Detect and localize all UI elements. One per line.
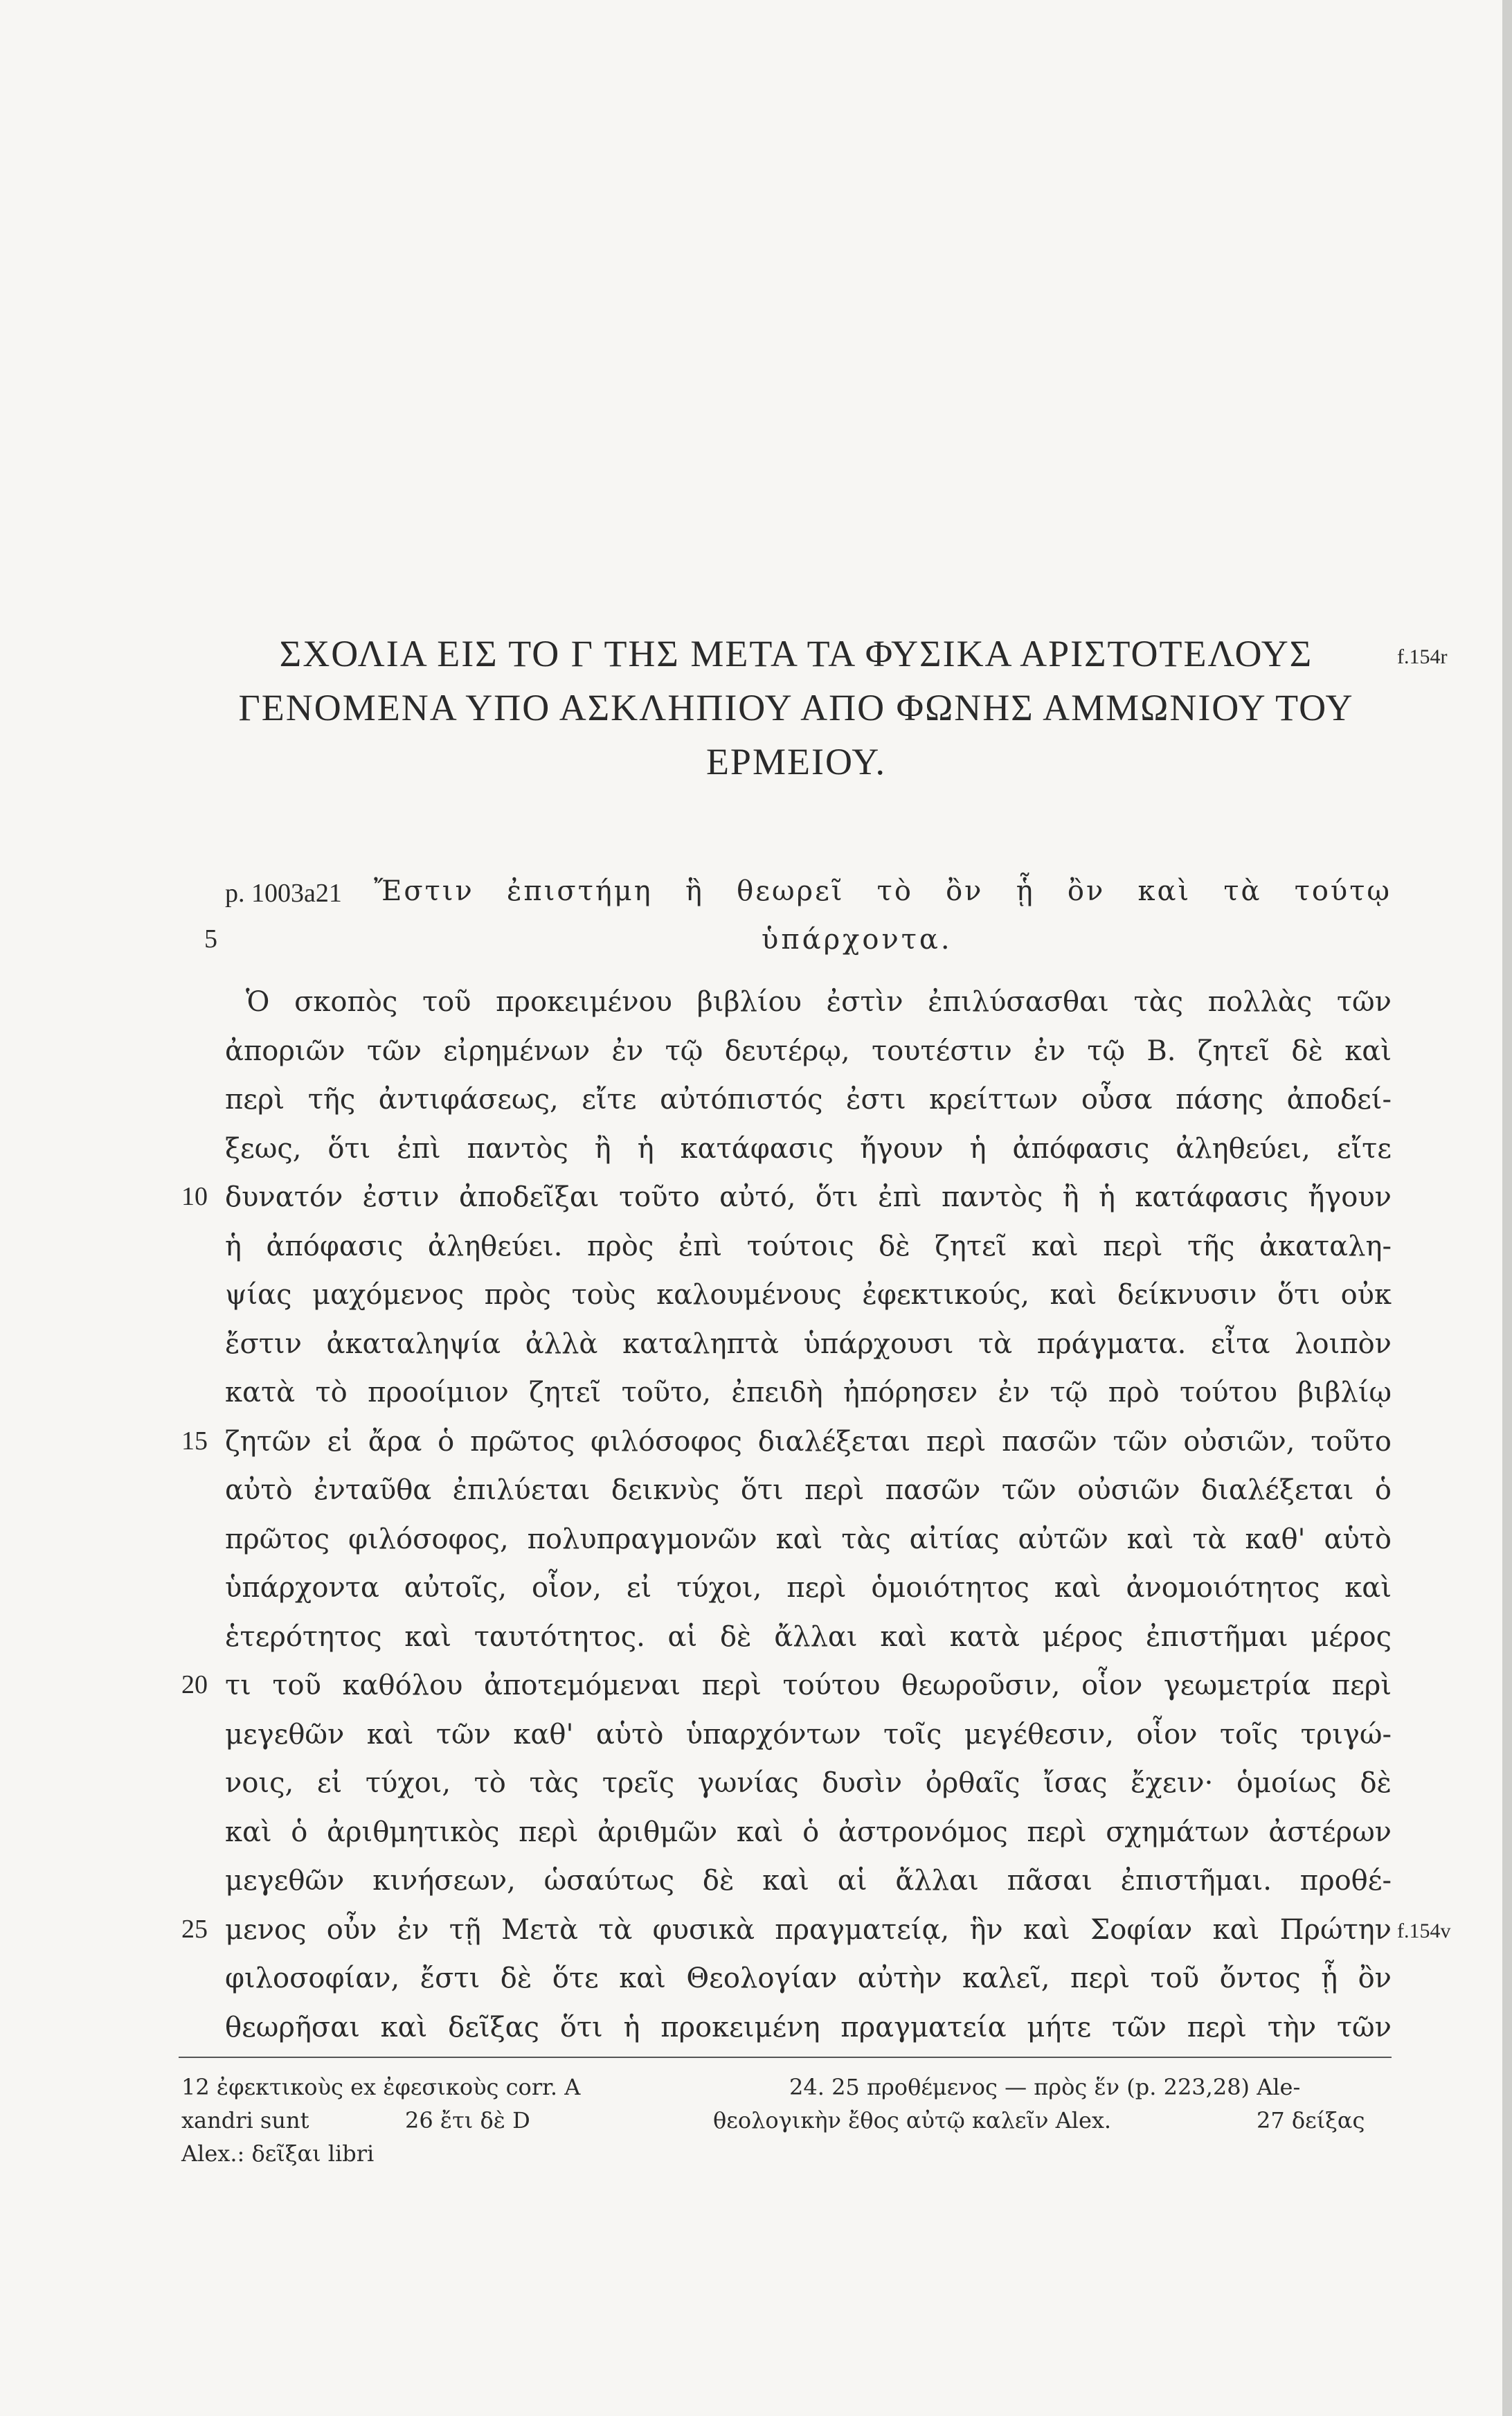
title-line-1: ΣΧΟΛΙΑ ΕΙΣ ΤΟ Γ ΤΗΣ ΜΕΤΑ ΤΑ ΦΥΣΙΚΑ ΑΡΙΣΤΟΤΕΛΟΥΣ [279, 633, 1313, 674]
body-line: θεωρῆσαι καὶ δεῖξας ὅτι ἡ προκειμένη πραγματεία μήτε τῶν περὶ τὴν τῶν [225, 2011, 1392, 2043]
body-line: ὑπάρχοντα αὐτοῖς, οἷον, εἰ τύχοι, περὶ ὁμοιότητος καὶ ἀνομοιότητος καὶ [225, 1572, 1392, 1604]
footnote-2-right: θεολογικὴν ἔθος αὐτῷ καλεῖν Alex. [713, 2107, 1112, 2133]
footnote-2-mid: 26 ἔτι δὲ D [405, 2107, 530, 2133]
body-line: ἀποριῶν τῶν εἰρημένων ἐν τῷ δευτέρῳ, τουτέστιν ἐν τῷ B. ζητεῖ δὲ καὶ [225, 1035, 1392, 1067]
footnote-1-left: 12 ἐφεκτικοὺς ex ἐφεσικοὺς corr. A [181, 2074, 581, 2100]
body-line: περὶ τῆς ἀντιφάσεως, εἴτε αὐτόπιστός ἐστι κρείττων οὖσα πάσης ἀποδεί- [225, 1084, 1392, 1116]
body-line: μεγεθῶν καὶ τῶν καθ' αὑτὸ ὑπαρχόντων τοῖς μεγέθεσιν, οἷον τοῖς τριγώ- [225, 1718, 1392, 1751]
body-line: φιλοσοφίαν, ἔστι δὲ ὅτε καὶ Θεολογίαν αὐτὴν καλεῖ, περὶ τοῦ ὄντος ᾗ ὂν [225, 1962, 1392, 1994]
line-number: 5 [204, 924, 217, 954]
body-line: αὐτὸ ἐνταῦθα ἐπιλύεται δεικνὺς ὅτι περὶ πασῶν τῶν οὐσιῶν διαλέξεται ὁ [225, 1474, 1392, 1506]
body-line: κατὰ τὸ προοίμιον ζητεῖ τοῦτο, ἐπειδὴ ἠπόρησεν ἐν τῷ πρὸ τούτου βιβλίῳ [225, 1377, 1392, 1408]
body-line: τι τοῦ καθόλου ἀποτεμόμεναι περὶ τούτου θεωροῦσιν, οἷον γεωμετρία περὶ [225, 1670, 1392, 1701]
lemma-continuation: ὑπάρχοντα. [762, 924, 953, 956]
body-line: ξεως, ὅτι ἐπὶ παντὸς ἢ ἡ κατάφασις ἤγουν ἡ ἀπόφασις ἀληθεύει, εἴτε [225, 1132, 1392, 1165]
line-number: 10 [181, 1182, 208, 1211]
title-line-2: ΓΕΝΟΜΕΝΑ ΥΠΟ ΑΣΚΛΗΠΙΟΥ ΑΠΟ ΦΩΝΗΣ ΑΜΜΩΝΙΟΥ ΤΟΥ [238, 687, 1354, 728]
footnote-rule [179, 2057, 1392, 2058]
body-line: μεγεθῶν κινήσεων, ὡσαύτως δὲ καὶ αἱ ἄλλαι πᾶσαι ἐπιστῆμαι. προθέ- [225, 1865, 1392, 1897]
footnote-2-left: xandri sunt [181, 2107, 309, 2133]
folio-marker-bottom: f.154v [1397, 1920, 1451, 1942]
body-line: Ὁ σκοπὸς τοῦ προκειμένου βιβλίου ἐστὶν ἐπιλύσασθαι τὰς πολλὰς τῶν [246, 986, 1392, 1018]
body-line: ζητῶν εἰ ἄρα ὁ πρῶτος φιλόσοφος διαλέξεται περὶ πασῶν τῶν οὐσιῶν, τοῦτο [225, 1425, 1392, 1458]
line-number: 25 [181, 1914, 208, 1944]
page-edge [1502, 0, 1512, 2416]
title-line-3: ΕΡΜΕΙΟΥ. [705, 741, 887, 782]
lemma-text: Ἔστιν ἐπιστήμη ἣ θεωρεῖ τὸ ὂν ᾗ ὂν καὶ τὰ τούτῳ [374, 875, 1392, 907]
footnote-1-right: 24. 25 προθέμενος — πρὸς ἕν (p. 223,28) Ale- [789, 2074, 1301, 2100]
body-line: ψίας μαχόμενος πρὸς τοὺς καλουμένους ἐφεκτικούς, καὶ δείκνυσιν ὅτι οὐκ [225, 1279, 1392, 1311]
body-line: ἡ ἀπόφασις ἀληθεύει. πρὸς ἐπὶ τούτοις δὲ ζητεῖ καὶ περὶ τῆς ἀκαταλη- [225, 1230, 1392, 1262]
body-line: δυνατόν ἐστιν ἀποδεῖξαι τοῦτο αὐτό, ὅτι ἐπὶ παντὸς ἢ ἡ κατάφασις ἤγουν [225, 1181, 1392, 1213]
body-line: μενος οὖν ἐν τῇ Μετὰ τὰ φυσικὰ πραγματείᾳ, ἣν καὶ Σοφίαν καὶ Πρώτην [225, 1913, 1392, 1946]
line-number: 15 [181, 1426, 208, 1456]
body-line: ἑτερότητος καὶ ταυτότητος. αἱ δὲ ἄλλαι καὶ κατὰ μέρος ἐπιστῆμαι μέρος [225, 1620, 1392, 1653]
footnote-2-end: 27 δείξας [1257, 2107, 1365, 2133]
body-line: πρῶτος φιλόσοφος, πολυπραγμονῶν καὶ τὰς αἰτίας αὐτῶν καὶ τὰ καθ' αὑτὸ [225, 1523, 1392, 1555]
body-line: καὶ ὁ ἀριθμητικὸς περὶ ἀριθμῶν καὶ ὁ ἀστρονόμος περὶ σχημάτων ἀστέρων [225, 1816, 1392, 1848]
folio-marker-top: f.154r [1397, 645, 1448, 668]
line-number: 20 [181, 1670, 208, 1699]
footnote-3-left: Alex.: δεῖξαι libri [181, 2140, 375, 2167]
body-line: νοις, εἰ τύχοι, τὸ τὰς τρεῖς γωνίας δυσὶν ὀρθαῖς ἴσας ἔχειν· ὁμοίως δὲ [225, 1767, 1392, 1799]
body-line: ἔστιν ἀκαταληψία ἀλλὰ καταληπτὰ ὑπάρχουσι τὰ πράγματα. εἶτα λοιπὸν [225, 1327, 1392, 1360]
lemma-ref: p. 1003a21 [225, 879, 342, 908]
